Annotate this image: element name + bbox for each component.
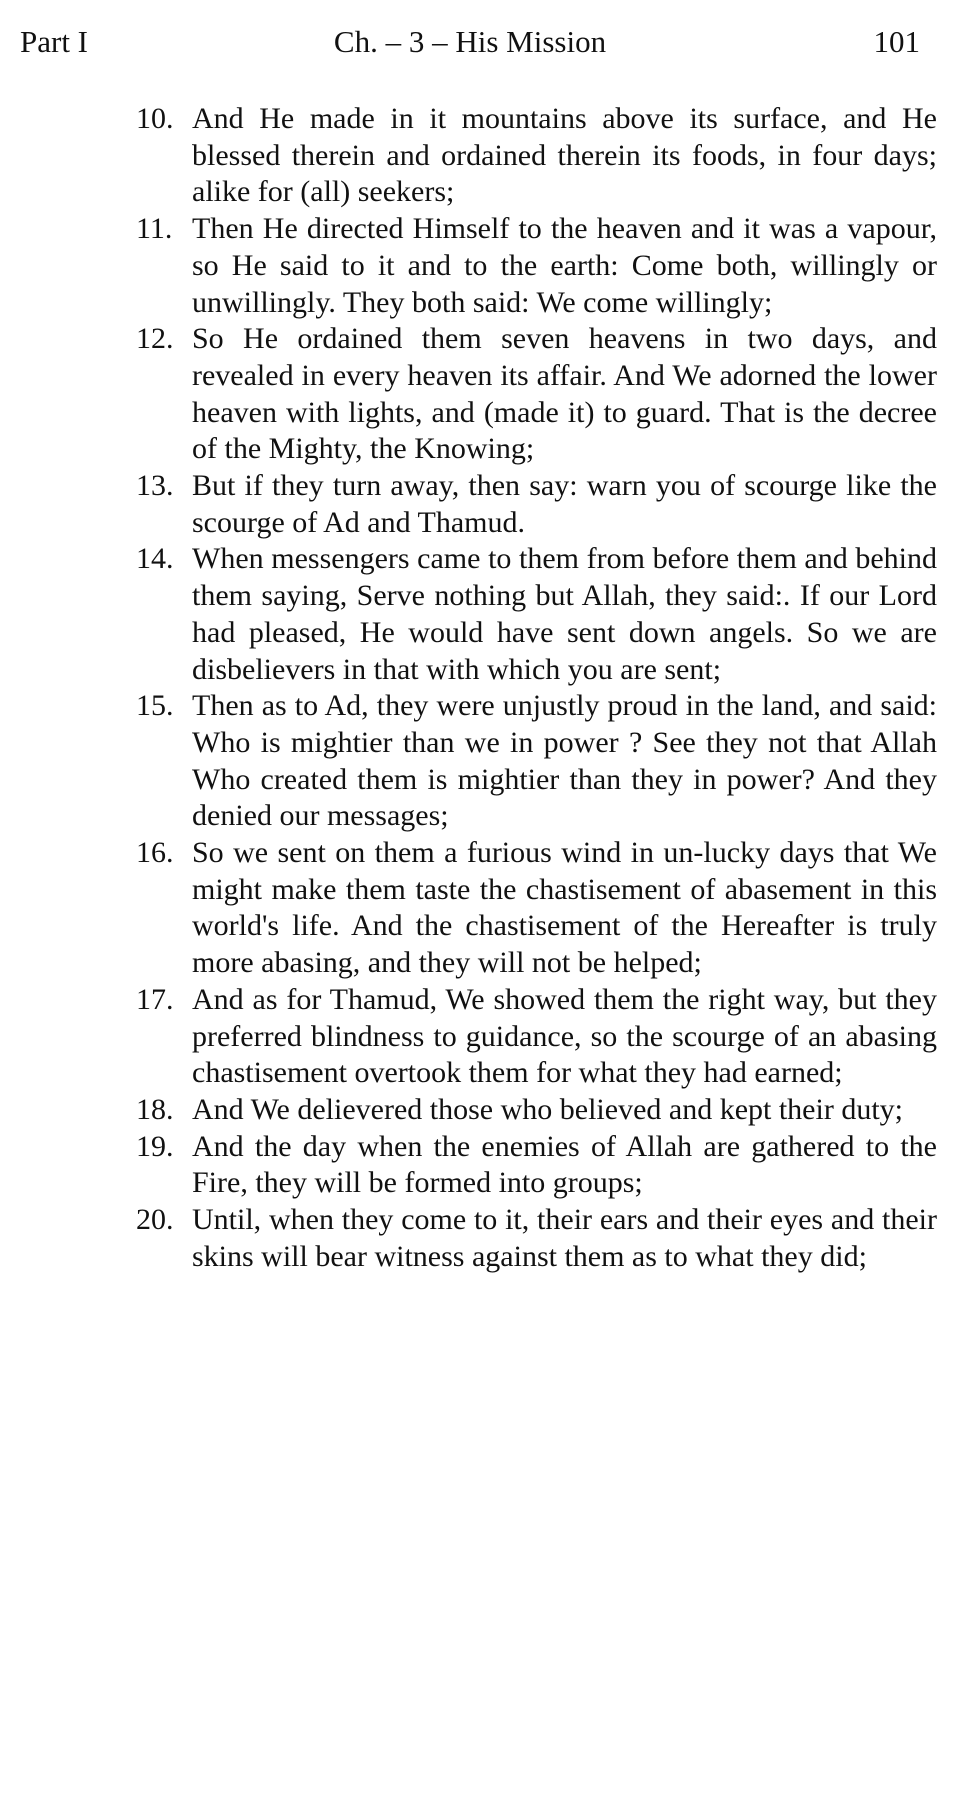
verse-12: [136, 321, 937, 468]
page-header: [20, 20, 920, 64]
verse-17: [136, 982, 937, 1092]
page-number: 101: [873, 24, 920, 59]
verse-number: 11.: [136, 212, 173, 246]
verse-text: So we sent on them a furious wind in un-lucky days that We might make them taste the chastisement of abasement in this world's life. And the chastisement of the Hereafter is truly more abasing, and they will not be helped;: [192, 836, 937, 980]
verse-number: 14.: [136, 542, 174, 576]
verse-19: [136, 1129, 937, 1202]
verse-text: And We delievered those who believed and kept their duty;: [192, 1092, 903, 1126]
verse-list: [136, 101, 937, 1276]
verse-13: [136, 468, 937, 541]
verse-number: 12.: [136, 322, 174, 356]
verse-number: 16.: [136, 836, 174, 870]
verse-11: [136, 211, 937, 321]
verse-text: Then as to Ad, they were unjustly proud in the land, and said: Who is mightier than we in power ? See they not that Allah Who created them is mightier than they in power? And they denied our messages;: [192, 689, 937, 833]
verse-text: When messengers came to them from before them and behind them saying, Serve nothing but Allah, they said:. If our Lord had pleased, He would have sent down angels. So we are disbelievers in that with which you are sent;: [192, 542, 937, 686]
verse-number: 18.: [136, 1092, 174, 1126]
verse-text: But if they turn away, then say: warn you of scourge like the scourge of Ad and Thamud.: [192, 469, 937, 539]
verse-text: So He ordained them seven heavens in two days, and revealed in every heaven its affair. And We adorned the lower heaven with lights, and (made it) to guard. That is the decree of the Mighty, the Knowing;: [192, 322, 937, 466]
verse-text: And He made in it mountains above its surface, and He blessed therein and ordained therein its foods, in four days; alike for (all) seekers;: [192, 102, 937, 209]
verse-number: 13.: [136, 469, 174, 503]
verse-10: [136, 101, 937, 211]
verse-text: And as for Thamud, We showed them the right way, but they preferred blindness to guidance, so the scourge of an abasing chastisement overtook them for what they had earned;: [192, 982, 937, 1090]
verse-number: 19.: [136, 1129, 174, 1163]
verse-number: 15.: [136, 689, 174, 723]
verse-15: [136, 688, 937, 835]
verse-text: Until, when they come to it, their ears and their eyes and their skins will bear witness against them as to what they did;: [192, 1203, 937, 1273]
verse-14: [136, 541, 937, 688]
part-label: Part I: [20, 24, 89, 59]
chapter-title: Ch. – 3 – His Mission: [333, 24, 607, 59]
verse-number: 10.: [136, 102, 174, 135]
verse-text: And the day when the enemies of Allah are gathered to the Fire, they will be formed into groups;: [192, 1129, 937, 1200]
verse-number: 20.: [136, 1203, 174, 1237]
verse-16: [136, 835, 937, 982]
verse-20: [136, 1202, 937, 1275]
verse-18: [136, 1092, 937, 1129]
verse-text: Then He directed Himself to the heaven and it was a vapour, so He said to it and to the earth: Come both, willingly or unwillingly. They both said: We come willingly;: [192, 212, 937, 319]
verse-number: 17.: [136, 982, 174, 1016]
